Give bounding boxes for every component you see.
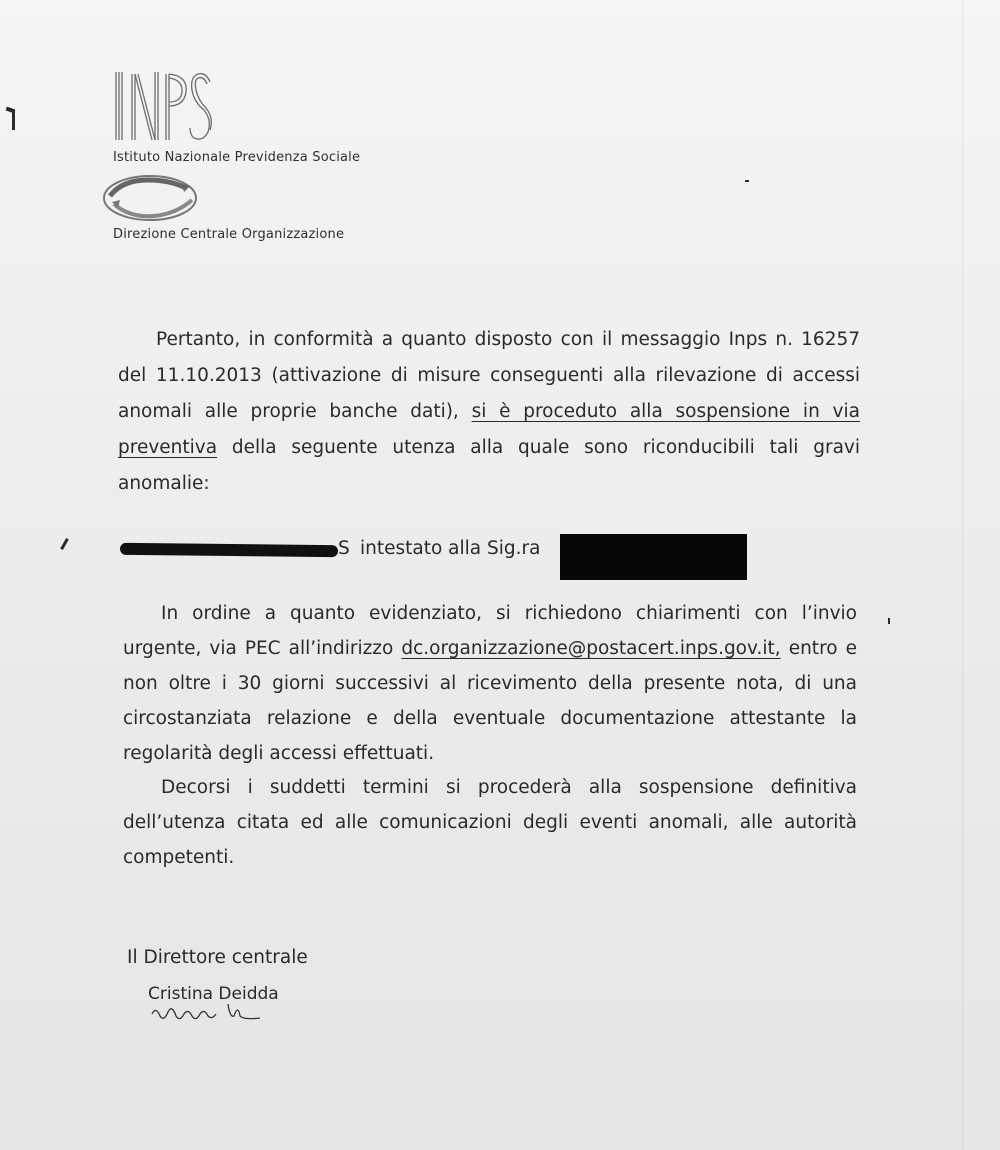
account-line	[120, 534, 760, 582]
emblem-icon	[100, 170, 200, 230]
redacted-holder-name	[560, 534, 747, 580]
paper-fold	[962, 0, 965, 1150]
p2-text-b: entro e non oltre i 30 giorni successivi al ricevimento della presente nota, di una circostanziata relazione e della eventuale documentazione attestante la regolarità degli accessi effettuati.	[123, 638, 857, 764]
p2-text-a: In ordine a quanto evidenziato, si richiedono chiarimenti con l’invio urgente, via PEC all’indirizzo	[123, 603, 857, 659]
inps-logo	[110, 68, 214, 144]
signature-name: Cristina Deidda	[148, 984, 279, 1004]
redacted-account-id	[120, 543, 338, 557]
direction-name: Direzione Centrale Organizzazione	[113, 227, 345, 242]
p1-underlined-text: si è proceduto alla sospensione in via preventiva	[118, 401, 860, 458]
account-id-tail: S	[338, 538, 350, 559]
account-holder-label: intestato alla Sig.ra	[360, 538, 541, 559]
signature-title: Il Direttore centrale	[127, 947, 308, 968]
pec-email-address: dc.organizzazione@postacert.inps.gov.it,	[401, 638, 781, 659]
p1-text-a: Pertanto, in conformità a quanto disposto con il messaggio Inps n. 16257 del 11.10.2013 (attivazione di misure conseguenti alla rilevazione di accessi anomali alle proprie banche dati),	[118, 329, 860, 422]
paragraph-deadline: Decorsi i suddetti termini si procederà alla sospensione definitiva dell’utenza citata ed alle comunicazioni degli eventi anomali, alle autorità competenti.	[123, 777, 857, 868]
paragraph-suspension	[118, 322, 860, 502]
p1-text-b: della seguente utenza alla quale sono riconducibili tali gravi anomalie:	[118, 437, 860, 494]
handwritten-signature	[150, 1000, 270, 1030]
paragraph-request	[123, 596, 857, 771]
institute-name: Istituto Nazionale Previdenza Sociale	[113, 150, 361, 165]
